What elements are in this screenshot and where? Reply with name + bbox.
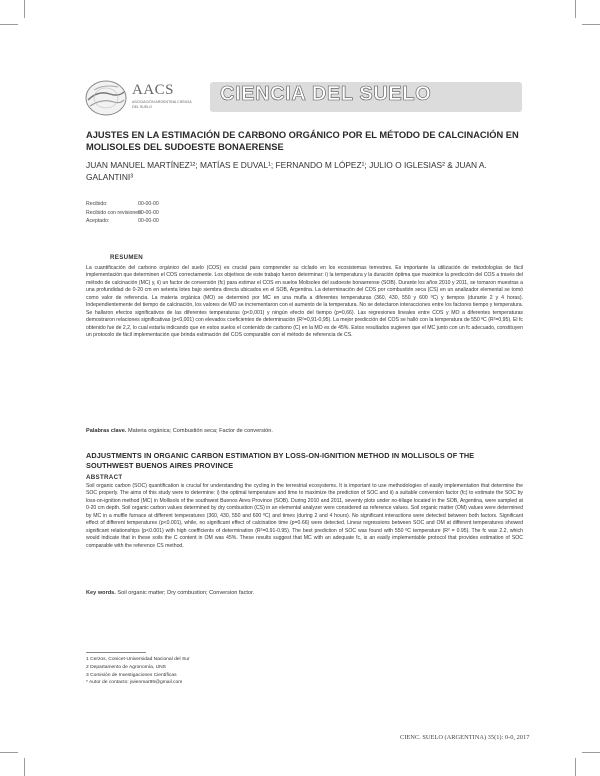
english-title: ADJUSTMENTS IN ORGANIC CARBON ESTIMATION BY LOSS-ON-IGNITION METHOD IN MOLLISOLS OF THE SOUTHWEST BUENOS AIRES PROVINCE: [86, 451, 475, 470]
crop-mark-top-left-h: [0, 24, 18, 25]
crop-mark-top-right-h: [582, 24, 600, 25]
footnote-rule: [86, 652, 146, 653]
crop-mark-top-right: [575, 0, 576, 18]
footnote-2: 2 Departamento de Agronomía, UNS: [86, 664, 166, 670]
journal-banner-text: CIENCIA DEL SUELO: [220, 83, 432, 105]
journal-header: [84, 78, 522, 118]
date-received: Recibido: 00-00-00: [86, 201, 159, 207]
english-keywords: [86, 590, 523, 596]
logo-subtitle: ASOCIACIÓN ARGENTINA CIENCIA DEL SUELO: [132, 100, 192, 109]
footnote-contact: * Autor de contacto: jwienmar85@gmail.com: [86, 680, 183, 686]
date-revised: Recibido con revisiones:00-00-00: [86, 209, 159, 216]
resumen-keywords: [86, 428, 523, 434]
abstract-text: Soil organic carbon (SOC) quantification is crucial for understanding the cycling in the terrestrial ecosystems. It is important to use methodologies of easily implementation that determine the SOC properly. The aims of this study were to determine: i) the optimal temperature and time to maximize the prediction of SOC and ii) a suitable conversion factor (fc) to estimate the SOC by loss-on-ignition method (MC) in Mollisols of the southwest Buenos Aires Province (SOB). During 2010 and 2011, seventy plots under no-tillage located in the SOB, Argentina, were sampled at 0-20 cm depth. Soil organic carbon values determined by dry combustion (CS) in an elemental analyzer were considered as reference values. Soil organic matter (OM) values were determined by MC in a muffle furnace at different temperatures (360, 430, 550 and 600 ºC) and times (during 2 and 4 hours). No significant interactions were detected between both factors. Significant effect of different temperatures (p<0.001), while, no significant effect of calcination time (p=0.66) were detected. Linear regressions between SOC and OM at different temperatures showed significant relationships (p<0.001) with high coefficients of determination (R²=0.91-0.95). The best prediction of SOC was found with 550 ºC temperature (R² = 0.95). The fc was 2.2, which would indicate that in these soils the C content in OM was 45%. These results suggest that MC with an adequate fc, is an easily implementable protocol that provides estimation of SOC comparable with the reference CS method.: [86, 483, 523, 549]
footnote-1: 1 Cerzos, Conicet-Universidad Nacional del Sur: [86, 657, 190, 662]
crop-mark-bottom-right: [575, 758, 576, 776]
article-title: AJUSTES EN LA ESTIMACIÓN DE CARBONO ORGÁNICO POR EL MÉTODO DE CALCINACIÓN EN MOLISOLES DEL SUDOESTE BONAERENSE: [86, 130, 519, 152]
keywords-text: Materia orgánica; Combustión seca; Factor de conversión.: [128, 428, 273, 434]
crop-mark-bottom-left: [24, 758, 25, 776]
crop-mark-bottom-left-h: [0, 752, 18, 753]
keywords-label: Palabras clave.: [86, 428, 127, 434]
abstract-heading: ABSTRACT: [86, 474, 123, 481]
date-accepted: Aceptado: 00-00-00: [86, 218, 159, 224]
journal-citation: CIENC. SUELO (ARGENTINA) 35(1): 0-0, 2017: [400, 734, 530, 741]
logo-title: AACS: [132, 82, 175, 98]
submission-dates: [86, 200, 159, 226]
resumen-text: La cuantificación del carbono orgánico del suelo (COS) es crucial para comprender su ciclado en los ecosistemas terrestres. Es importante la utilización de metodologías de fácil implementación que determinen el COS correctamente. Los objetivos de este trabajo fueron determinar: i) la temperatura y la duración óptima que maximice la predicción del COS a través del método de calcinación (MC) y, ii) un factor de conversión (fc) para estimar el COS en suelos Molisoles del sudoeste bonaerense (SOB). Durante los años 2010 y 2011, se tomaron muestras a una profundidad de 0-20 cm en setenta lotes bajo siembra directa ubicados en el SOB, Argentina. La determinación del COS por combustión seca (CS) en un analizador elemental se tomó como valor de referencia. La materia orgánica (MO) se determinó por MC en una mufla a diferentes temperaturas (360, 430, 550 y 600 ºC) y tiempos (durante 2 y 4 horas). Independientemente del tiempo de calcinación, los valores de MO se incrementaron con el aumento de la temperatura. No se detectaron interacciones entre los factores tiempo y temperatura. Se hallaron efectos significativos de las diferentes temperaturas (p<0,001) y ningún efecto del tiempo (p=0,66). Las regresiones lineales entre COS y MO a diferentes temperaturas demostraron relaciones significativas (p<0,001) con elevados coeficientes de determinación (R²=0,91-0,95). La mejor predicción del COS se halló con la temperatura de 550 ºC (R²=0,95). El fc obtenido fue de 2,2, lo cual estaría indicando que en estos suelos el contenido de carbono (C) en la MO es de 45%. Estos resultados sugieren que el MC junto con un fc adecuado, constituyen un protocolo de fácil implementación que brinda estimación del COS comparable con el método de referencia de CS.: [86, 265, 523, 339]
author-list: JUAN MANUEL MARTÍNEZ¹²; MATÍAS E DUVAL¹; FERNANDO M LÓPEZ¹; JULIO O IGLESIAS² & JUAN A. GALANTINI³: [86, 160, 487, 182]
crop-mark-top-left: [24, 0, 25, 18]
footnote-3: 3 Comisión de Investigaciones Científicas: [86, 672, 177, 678]
crop-mark-bottom-right-h: [582, 752, 600, 753]
footnotes: [86, 656, 190, 687]
aacs-logo: [84, 78, 202, 118]
resumen-heading: RESUMEN: [110, 254, 144, 261]
key-words-text: Soil organic matter; Dry combustion; Conversion factor.: [117, 590, 255, 596]
globe-icon: [84, 78, 128, 118]
key-words-label: Key words.: [86, 590, 116, 596]
journal-banner: [210, 82, 522, 112]
